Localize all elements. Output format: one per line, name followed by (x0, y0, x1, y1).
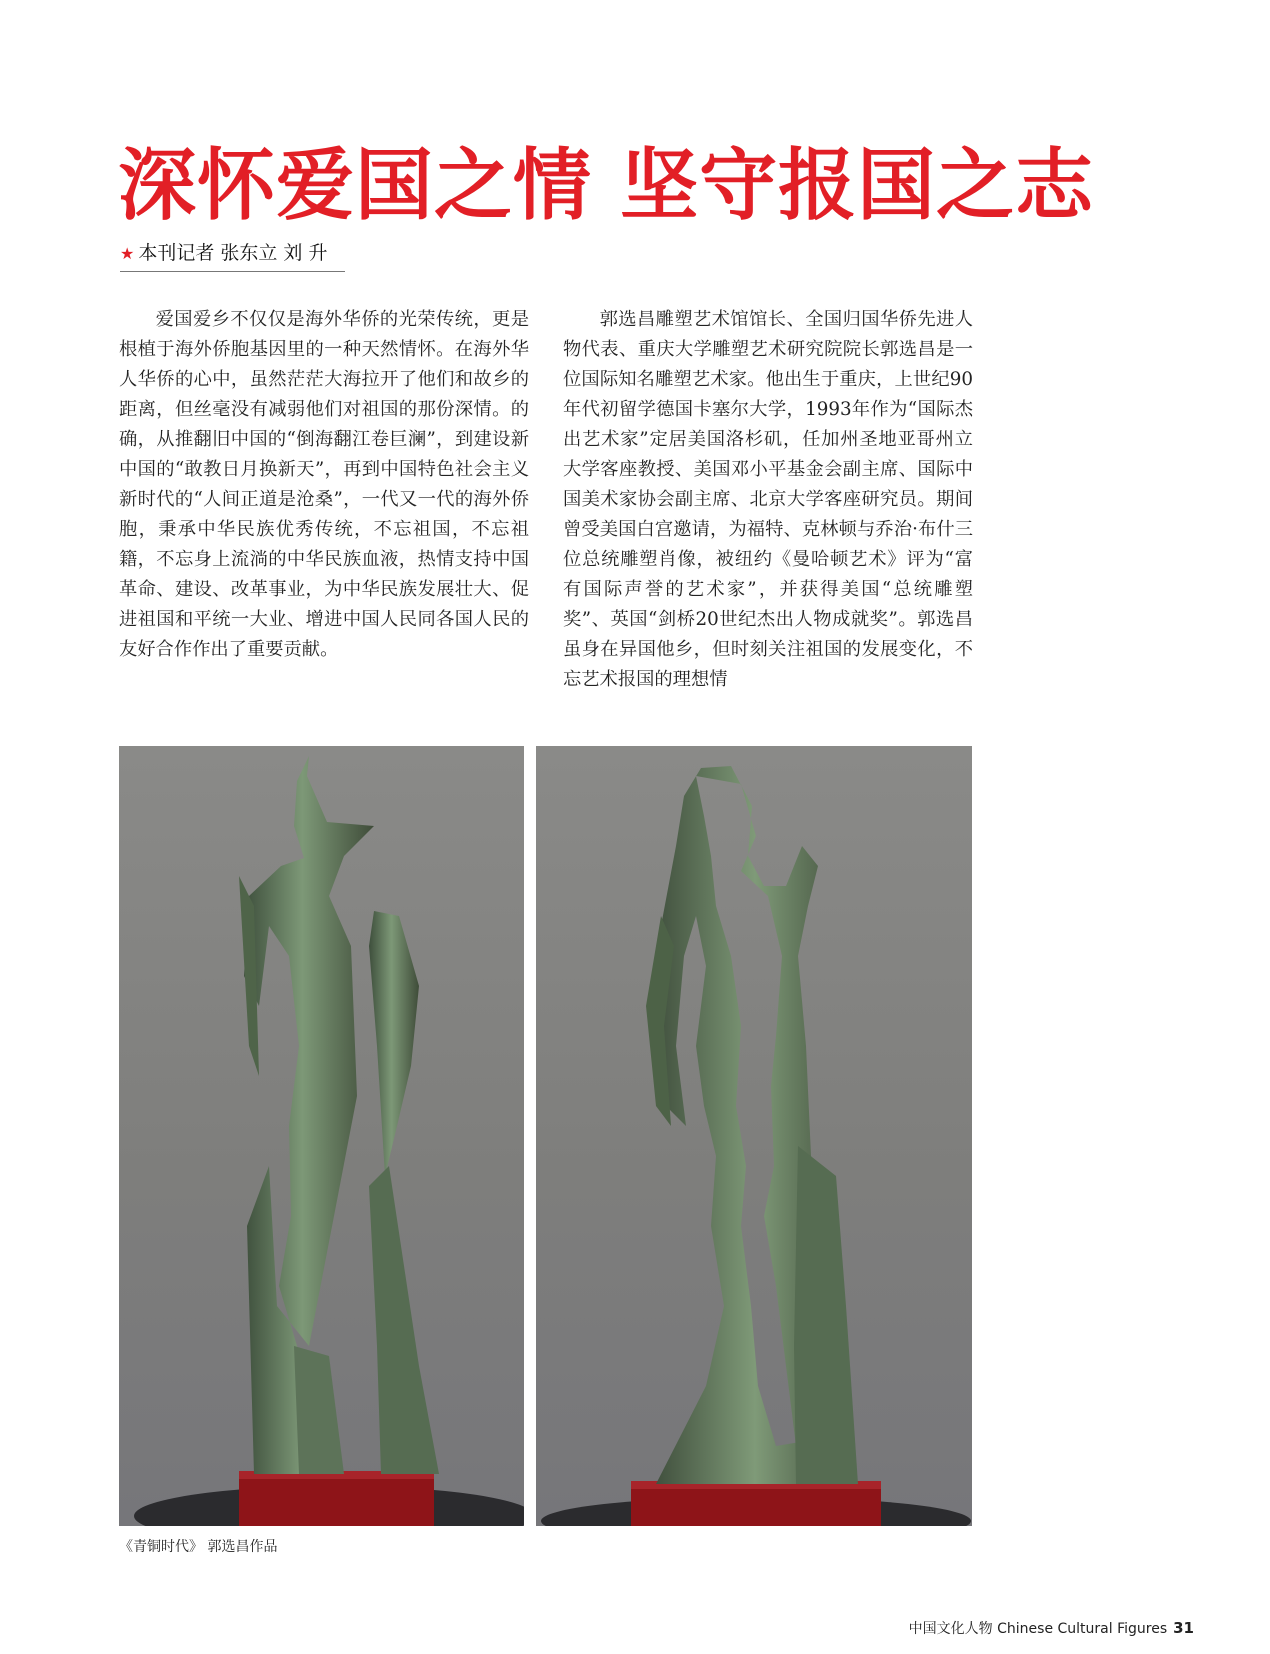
byline (120, 240, 345, 272)
female-sculpture-illustration (536, 746, 972, 1526)
photo-caption: 《青铜时代》 郭选昌作品 (119, 1539, 278, 1555)
page-footer (909, 1618, 1194, 1638)
page-number: 31 (1173, 1619, 1194, 1637)
star-icon: ★ (120, 244, 135, 263)
publication-name: 中国文化人物 Chinese Cultural Figures (908, 1621, 1168, 1637)
body-paragraph-left: 爱国爱乡不仅仅是海外华侨的光荣传统，更是根植于海外侨胞基因里的一种天然情怀。在海外华人华侨的心中，虽然茫茫大海拉开了他们和故乡的距离，但丝毫没有减弱他们对祖国的那份深情。的确，从推翻旧中国的“倒海翻江卷巨澜”，到建设新中国的“敢教日月换新天”，再到中国特色社会主义新时代的“人间正道是沧桑”，一代又一代的海外侨胞，秉承中华民族优秀传统，不忘祖国，不忘祖籍，不忘身上流淌的中华民族血液，热情支持中国革命、建设、改革事业，为中华民族发展壮大、促进祖国和平统一大业、增进中国人民同各国人民的友好合作作出了重要贡献。 (119, 309, 529, 660)
byline-text: 本刊记者 张东立 刘 升 (138, 242, 328, 264)
male-sculpture-illustration (119, 746, 524, 1526)
sculpture-photo-female (536, 746, 972, 1526)
sculpture-photo-male (119, 746, 524, 1526)
body-paragraph-right: 郭选昌雕塑艺术馆馆长、全国归国华侨先进人物代表、重庆大学雕塑艺术研究院院长郭选昌是一位国际知名雕塑艺术家。他出生于重庆，上世纪90年代初留学德国卡塞尔大学，1993年作为“国际杰出艺术家”定居美国洛杉矶，任加州圣地亚哥州立大学客座教授、美国邓小平基金会副主席、国际中国美术家协会副主席、北京大学客座研究员。期间曾受美国白宫邀请，为福特、克林顿与乔治·布什三位总统雕塑肖像，被纽约《曼哈顿艺术》评为“富有国际声誉的艺术家”，并获得美国“总统雕塑奖”、英国“剑桥20世纪杰出人物成就奖”。郭选昌虽身在异国他乡，但时刻关注祖国的发展变化，不忘艺术报国的理想情 (563, 309, 973, 690)
article-title: 深怀爱国之情 坚守报国之志 (118, 141, 1095, 231)
